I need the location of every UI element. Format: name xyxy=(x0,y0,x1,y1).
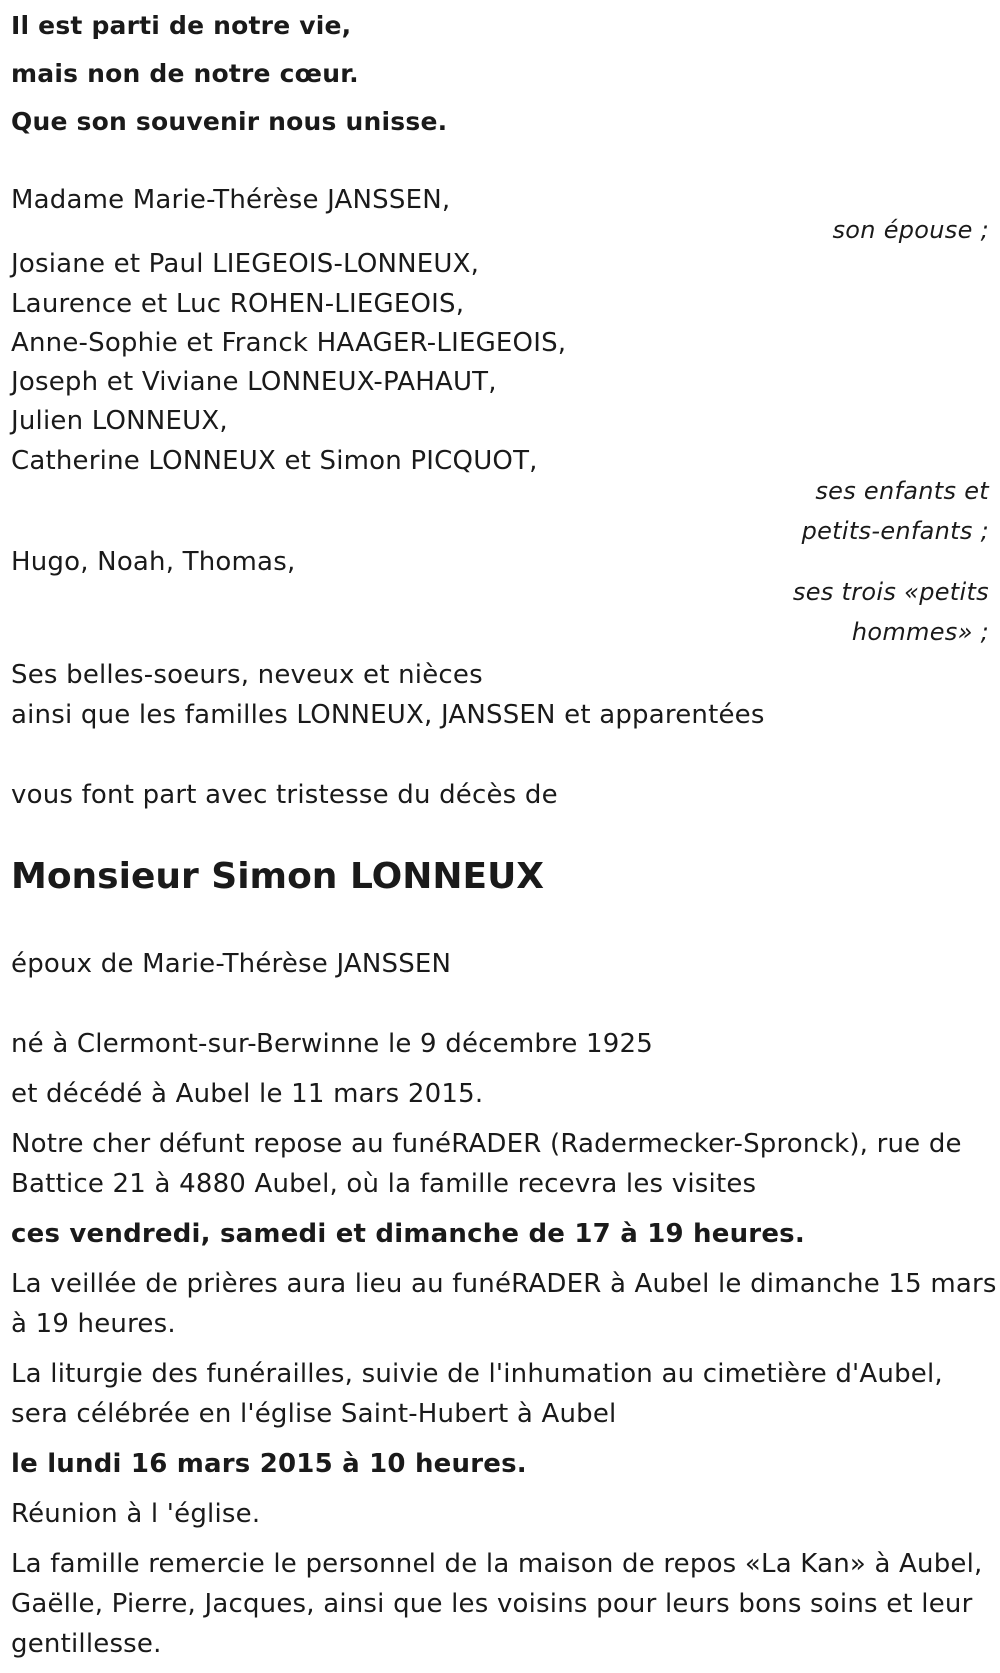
quote-line-2: mais non de notre cœur. xyxy=(11,59,359,88)
spouse-name: Madame Marie-Thérèse JANSSEN, xyxy=(11,185,451,215)
thanks-line-2: Gaëlle, Pierre, Jacques, ainsi que les voisins pour leurs bons soins et leur xyxy=(11,1589,973,1619)
little-men-names: Hugo, Noah, Thomas, xyxy=(11,547,296,577)
visit-hours: ces vendredi, samedi et dimanche de 17 à 19 heures. xyxy=(11,1219,805,1249)
quote-line-1: Il est parti de notre vie, xyxy=(11,11,352,40)
little-men-role-line-1: ses trois «petits xyxy=(792,578,989,606)
child-name-3: Anne-Sophie et Franck HAAGER-LIEGEOIS, xyxy=(11,328,567,358)
rest-place-line-2: Battice 21 à 4880 Aubel, où la famille recevra les visites xyxy=(11,1169,757,1199)
meeting-note: Réunion à l 'église. xyxy=(11,1499,261,1529)
deceased-name: Monsieur Simon LONNEUX xyxy=(11,856,545,897)
children-role-line-2: petits-enfants ; xyxy=(801,517,989,545)
quote-line-3: Que son souvenir nous unisse. xyxy=(11,107,448,136)
liturgy-line-1: La liturgie des funérailles, suivie de l'inhumation au cimetière d'Aubel, xyxy=(11,1359,943,1389)
rest-place-line-1: Notre cher défunt repose au funéRADER (Radermecker-Spronck), rue de xyxy=(11,1129,962,1159)
children-role-line-1: ses enfants et xyxy=(815,477,989,505)
vigil-line-2: à 19 heures. xyxy=(11,1309,176,1339)
spouse-of: époux de Marie-Thérèse JANSSEN xyxy=(11,949,452,979)
extended-family-line-1: Ses belles-soeurs, neveux et nièces xyxy=(11,660,483,690)
vigil-line-1: La veillée de prières aura lieu au funéRADER à Aubel le dimanche 15 mars xyxy=(11,1269,997,1299)
little-men-role-line-2: hommes» ; xyxy=(851,618,989,646)
funeral-date: le lundi 16 mars 2015 à 10 heures. xyxy=(11,1449,527,1479)
liturgy-line-2: sera célébrée en l'église Saint-Hubert à Aubel xyxy=(11,1399,617,1429)
announcement: vous font part avec tristesse du décès de xyxy=(11,780,558,810)
thanks-line-1: La famille remercie le personnel de la maison de repos «La Kan» à Aubel, xyxy=(11,1549,983,1579)
birth-info: né à Clermont-sur-Berwinne le 9 décembre 1925 xyxy=(11,1029,654,1059)
child-name-2: Laurence et Luc ROHEN-LIEGEOIS, xyxy=(11,289,465,319)
extended-family-line-2: ainsi que les familles LONNEUX, JANSSEN et apparentées xyxy=(11,700,765,730)
death-info: et décédé à Aubel le 11 mars 2015. xyxy=(11,1079,484,1109)
child-name-1: Josiane et Paul LIEGEOIS-LONNEUX, xyxy=(11,249,480,279)
thanks-line-3: gentillesse. xyxy=(11,1629,162,1659)
child-name-6: Catherine LONNEUX et Simon PICQUOT, xyxy=(11,446,538,476)
child-name-4: Joseph et Viviane LONNEUX-PAHAUT, xyxy=(11,367,497,397)
child-name-5: Julien LONNEUX, xyxy=(11,406,228,436)
spouse-role: son épouse ; xyxy=(832,216,989,244)
